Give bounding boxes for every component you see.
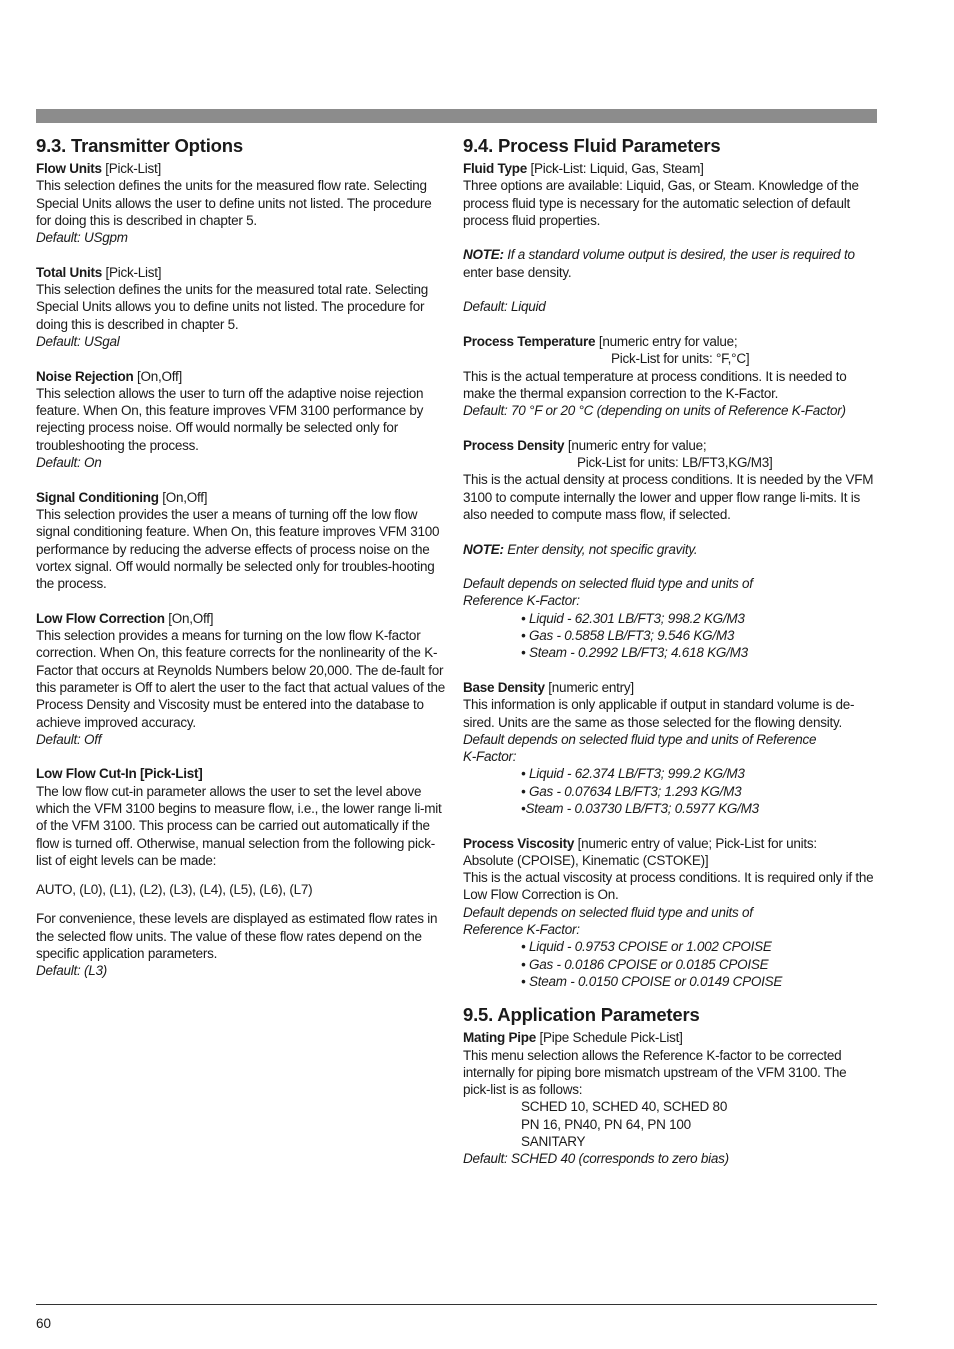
param-type: [numeric entry for value; xyxy=(564,437,707,453)
param-label: Signal Conditioning xyxy=(36,489,159,505)
footer-divider xyxy=(36,1304,877,1305)
param-default-cont: K-Factor: xyxy=(463,749,517,765)
param-process-viscosity xyxy=(463,835,877,852)
param-label: Mating Pipe xyxy=(463,1030,537,1046)
param-description: This selection defines the units for the measured total rate. Selecting Special Units allows you to define units not listed. The procedure for doing this is described in chapter 5. xyxy=(36,282,428,332)
param-description: This menu selection allows the Reference K-factor to be corrected internally for piping bore mismatch upstream of the VFM 3100. The pick-list is as follows: xyxy=(463,1047,847,1098)
param-fluid-type xyxy=(463,160,877,177)
param-description: Three options are available: Liquid, Gas, or Steam. Knowledge of the process fluid type is necessary for the automatic selection of default process fluid properties. xyxy=(463,178,859,228)
param-flow-units xyxy=(36,160,449,177)
param-default: Default: On xyxy=(36,455,102,471)
param-description: The low flow cut-in parameter allows the user to set the level above which the VFM 3100 begins to measure flow, i.e., the lower range li-mit of the VFM 3100. This process can be carried out automatically if the flow is turned off. Otherwise, manual selection from the following pick-list of eight levels can be made: xyxy=(36,783,442,868)
list-item: •Steam - 0.03730 LB/FT3; 0.5977 KG/M3 xyxy=(521,800,759,816)
list-item: SANITARY xyxy=(521,1134,586,1150)
section-heading-9-3: 9.3. Transmitter Options xyxy=(36,135,243,156)
list-item: • Gas - 0.07634 LB/FT3; 1.293 KG/M3 xyxy=(521,783,742,799)
param-type-cont: Pick-List for units: LB/FT3,KG/M3] xyxy=(577,455,773,471)
note-label: NOTE: xyxy=(463,541,504,557)
param-type: [Pick-List] xyxy=(101,161,162,176)
list-item: SCHED 10, SCHED 40, SCHED 80 xyxy=(521,1099,728,1115)
left-column xyxy=(36,135,449,980)
param-noise-rejection xyxy=(36,368,449,385)
param-default: Default: 70 °F or 20 °C (depending on units of Reference K-Factor) xyxy=(463,403,846,419)
param-process-temperature xyxy=(463,333,877,350)
param-total-units xyxy=(36,264,449,281)
param-description: This information is only applicable if output in standard volume is de-sired. Units are the same as those selected for the flowing density. xyxy=(463,697,855,730)
param-default: Default: SCHED 40 (corresponds to zero bias) xyxy=(463,1151,729,1167)
param-type-cont: Absolute (CPOISE), Kinematic (CSTOKE)] xyxy=(463,852,709,868)
list-item: PN 16, PN40, PN 64, PN 100 xyxy=(521,1116,691,1132)
param-type: [On,Off] xyxy=(164,610,214,626)
param-default: Default: USgpm xyxy=(36,230,128,246)
list-item: • Gas - 0.0186 CPOISE or 0.0185 CPOISE xyxy=(521,956,769,972)
param-type: [numeric entry] xyxy=(544,679,634,695)
param-description: This selection provides the user a means of turning off the low flow signal conditioning feature. When On, this feature improves VFM 3100 performance by reducing the adverse effects of process noise on the vortex signal. Off would normally be selected only for troubles-hooting the process. xyxy=(36,506,440,592)
header-bar xyxy=(36,109,877,123)
param-default: Default: Liquid xyxy=(463,299,546,315)
param-label: Process Temperature xyxy=(463,333,596,349)
list-item: • Steam - 0.2992 LB/FT3; 4.618 KG/M3 xyxy=(521,645,748,661)
param-default: Default: (L3) xyxy=(36,963,108,979)
param-process-density xyxy=(463,437,877,454)
param-type: [On,Off] xyxy=(133,368,183,384)
param-description: This selection provides a means for turning on the low flow K-factor correction. When On, this feature corrects for the nonlinearity of the K-Factor that occurs at Reynolds Numbers below 20,000. The de-fault for this parameter is Off to alert the user to the fact that actual values of the Process Density and Viscosity must be entered into the database to achieve improved accuracy. xyxy=(36,628,445,730)
page-number: 60 xyxy=(36,1316,52,1331)
param-default: Default: Off xyxy=(36,731,102,747)
param-default: Default: USgal xyxy=(36,333,120,349)
param-type: [numeric entry of value; Pick-List for units: xyxy=(574,835,817,851)
list-item: • Liquid - 0.9753 CPOISE or 1.002 CPOISE xyxy=(521,939,772,955)
param-type: [numeric entry for value; xyxy=(595,333,738,349)
param-label: Process Viscosity xyxy=(463,835,575,851)
param-base-density xyxy=(463,679,877,696)
param-mating-pipe xyxy=(463,1029,877,1046)
note-text: If a standard volume output is desired, the user is required to xyxy=(503,247,855,263)
note-label: NOTE: xyxy=(463,247,504,263)
param-label: Process Density xyxy=(463,437,565,453)
param-description: This selection defines the units for the measured flow rate. Selecting Special Units allows the user to define units not listed. The procedure for doing this is described in chapter 5. xyxy=(36,178,432,228)
param-description-2: For convenience, these levels are displayed as estimated flow rates in the selected flow units. The value of these flow rates depend on the specific application parameters. xyxy=(36,911,438,962)
cutin-levels: AUTO, (L0), (L1), (L2), (L3), (L4), (L5), (L6), (L7) xyxy=(36,882,313,898)
note-text: Enter density, not specific gravity. xyxy=(503,541,698,557)
right-column xyxy=(463,135,877,1168)
param-type-cont: Pick-List for units: °F,°C] xyxy=(611,351,750,367)
param-low-flow-cutin: Low Flow Cut-In [Pick-List] xyxy=(36,766,203,782)
list-item: • Liquid - 62.374 LB/FT3; 999.2 KG/M3 xyxy=(521,766,745,782)
param-description: This is the actual density at process conditions. It is needed by the VFM 3100 to compute internally the lower and upper flow range li-mits. It is also needed to compute mass flow, if selected. xyxy=(463,472,874,522)
list-item: • Steam - 0.0150 CPOISE or 0.0149 CPOISE xyxy=(521,973,783,989)
param-default: Default depends on selected fluid type and units of Reference xyxy=(463,731,817,747)
param-type: [Pick-List] xyxy=(102,264,162,280)
param-signal-conditioning xyxy=(36,489,449,506)
param-label: Total Units xyxy=(36,264,102,280)
param-label: Base Density xyxy=(463,679,545,695)
param-type: [On,Off] xyxy=(158,489,208,505)
list-item: • Gas - 0.5858 LB/FT3; 9.546 KG/M3 xyxy=(521,628,735,644)
param-label: Low Flow Correction xyxy=(36,610,165,626)
param-default-cont: Reference K-Factor: xyxy=(463,593,580,609)
param-default: Default depends on selected fluid type and units of xyxy=(463,576,753,592)
param-description: This is the actual temperature at process conditions. It is needed to make the thermal expansion correction to the K-Factor. xyxy=(463,368,847,401)
param-label: Flow Units xyxy=(36,161,102,176)
note-text-cont: enter base density. xyxy=(463,264,572,280)
param-label: Noise Rejection xyxy=(36,368,134,384)
param-description: This is the actual viscosity at process conditions. It is required only if the Low Flow Correction is On. xyxy=(463,870,874,903)
param-low-flow-correction xyxy=(36,610,449,627)
param-default: Default depends on selected fluid type and units of xyxy=(463,904,753,920)
param-type: [Pipe Schedule Pick-List] xyxy=(536,1030,683,1046)
param-type: [Pick-List: Liquid, Gas, Steam] xyxy=(527,161,704,176)
list-item: • Liquid - 62.301 LB/FT3; 998.2 KG/M3 xyxy=(521,610,745,626)
section-heading-9-5: 9.5. Application Parameters xyxy=(463,1004,700,1026)
param-description: This selection allows the user to turn off the adaptive noise rejection feature. When On, this feature improves VFM 3100 performance by rejecting process noise. Off would normally be selected only for troubleshooting the process. xyxy=(36,385,424,453)
note xyxy=(463,246,877,263)
note xyxy=(463,541,877,558)
section-heading-9-4: 9.4. Process Fluid Parameters xyxy=(463,135,721,156)
param-label: Fluid Type xyxy=(463,161,527,176)
param-default-cont: Reference K-Factor: xyxy=(463,922,580,938)
